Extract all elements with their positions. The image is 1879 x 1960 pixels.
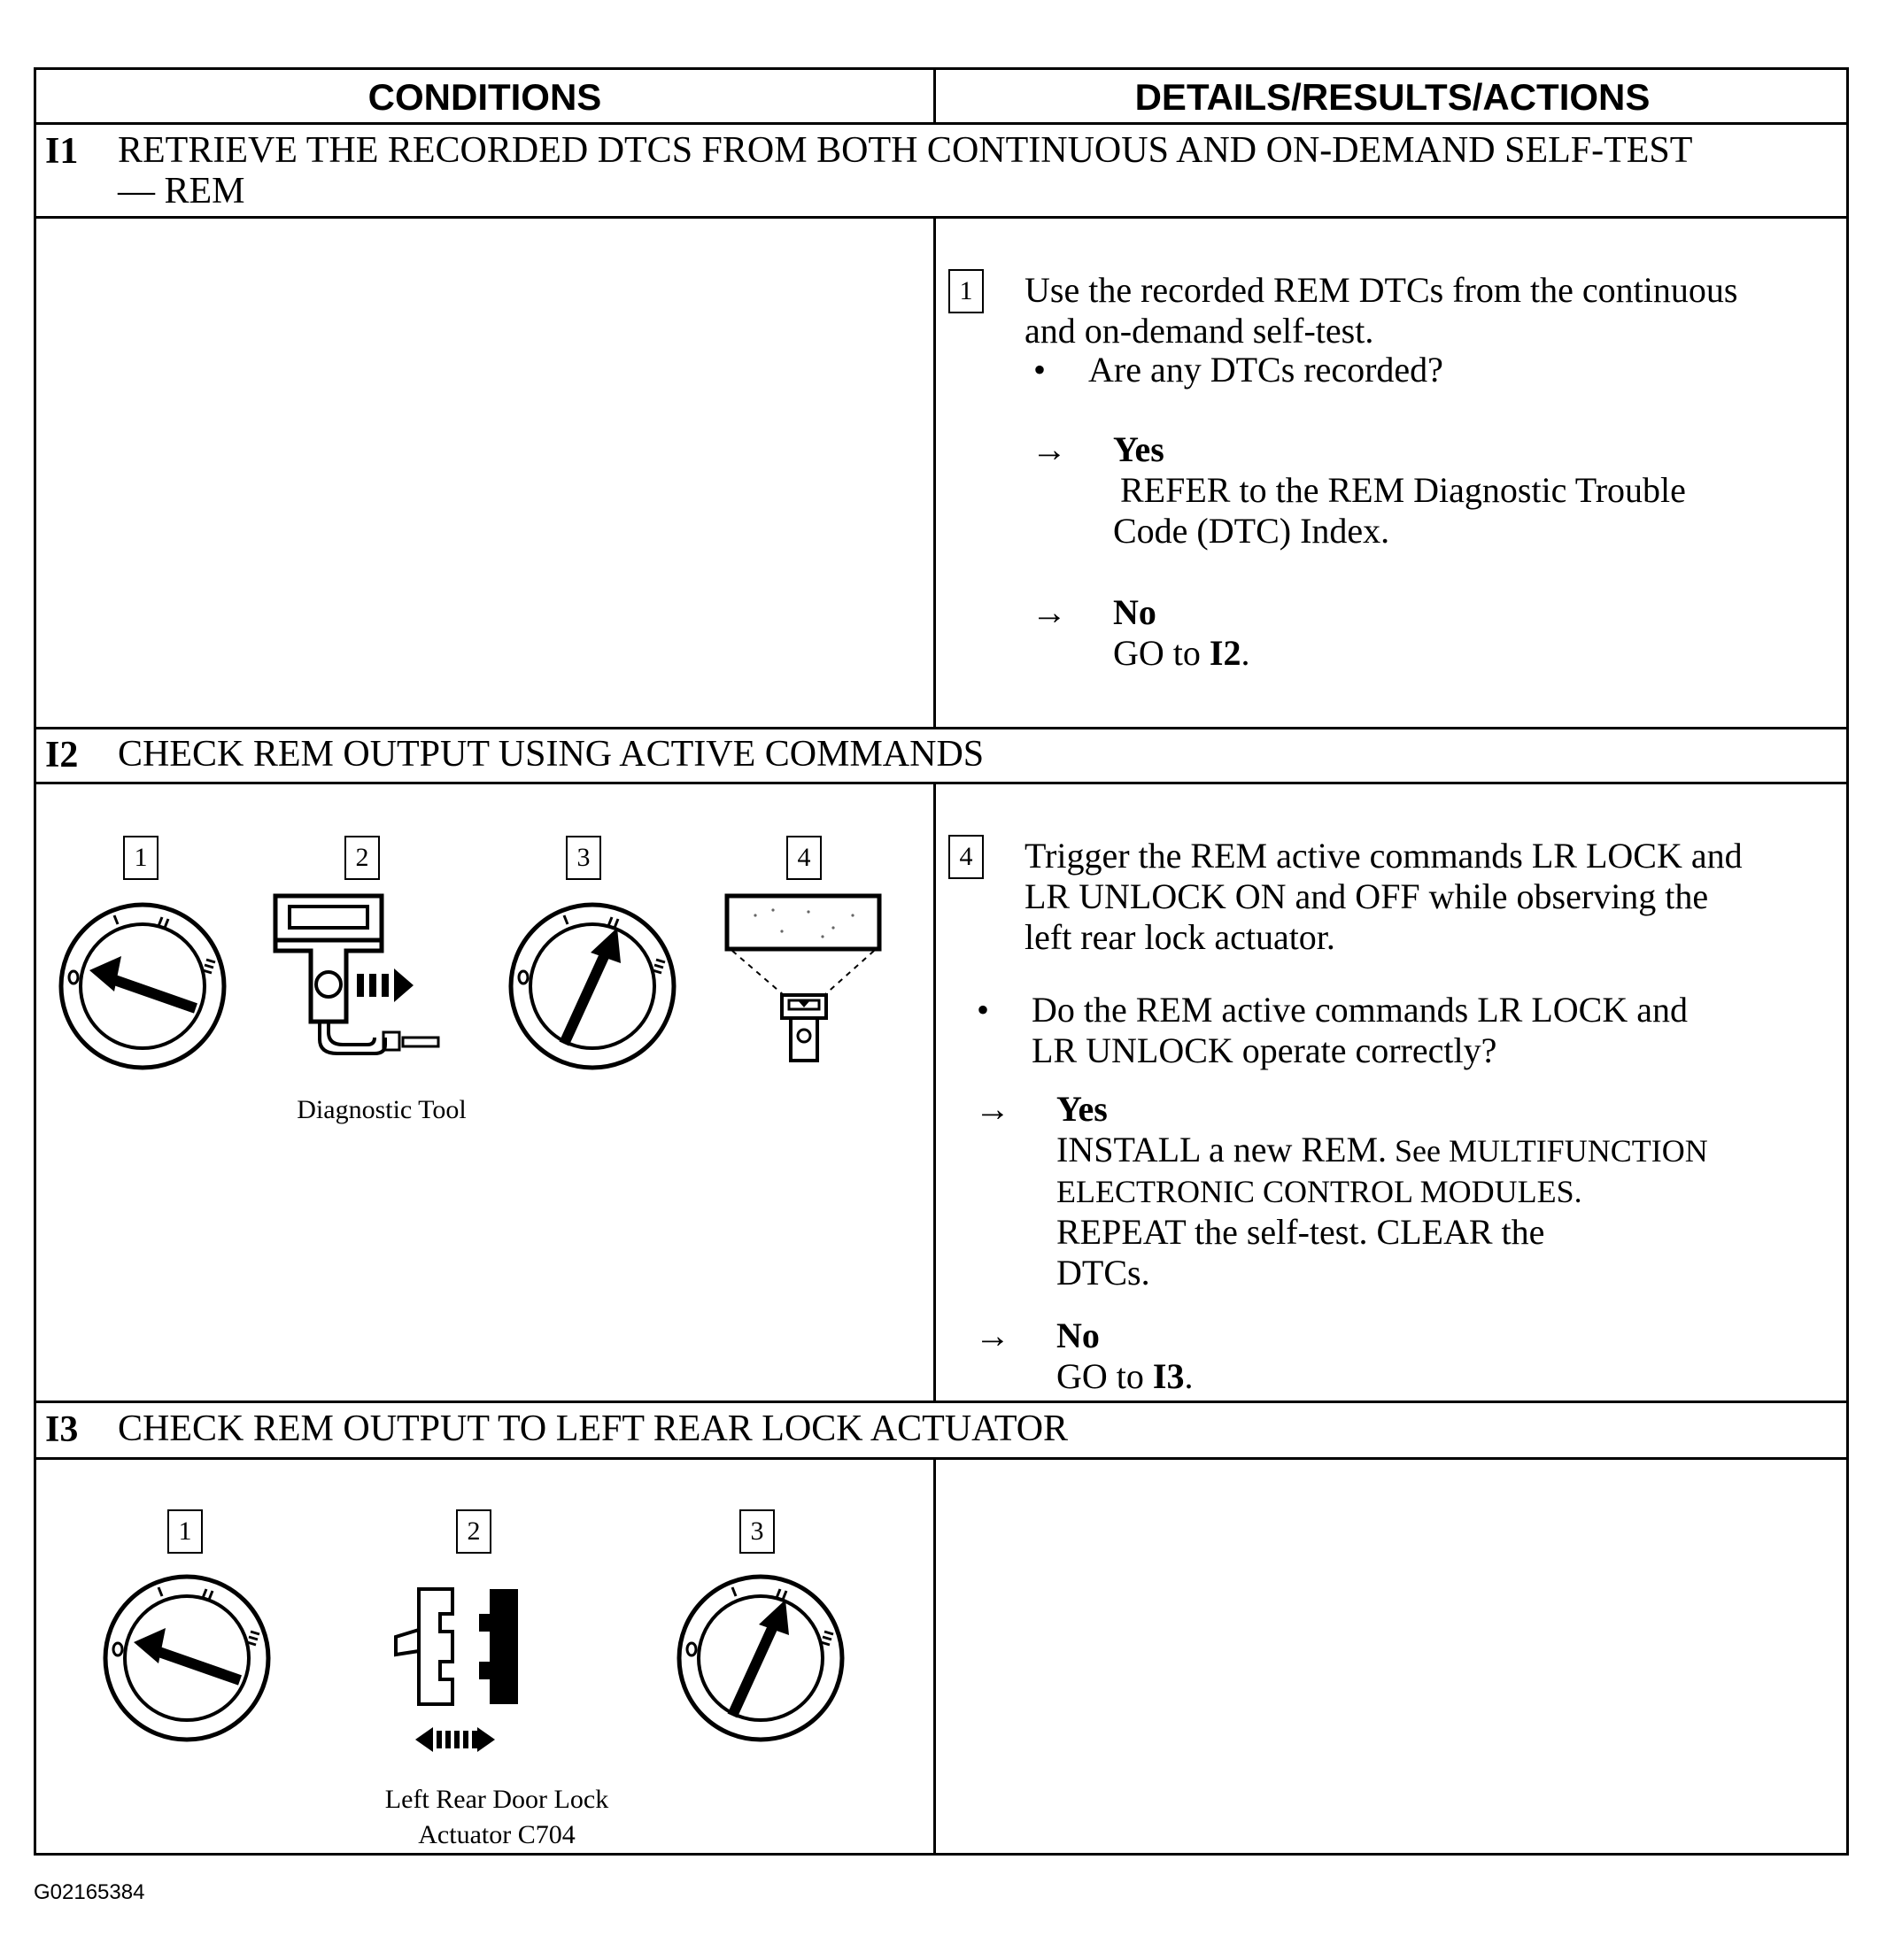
step-i2-conditions-cell (36, 784, 936, 1403)
step-i2-yes-line4: DTCs. (1056, 1253, 1150, 1293)
step-i3-title-line1: CHECK REM OUTPUT TO LEFT REAR LOCK ACTUATOR (118, 1408, 1069, 1449)
diagnostic-table (34, 67, 1849, 1856)
step-i1-conditions-cell (36, 219, 936, 729)
step-i3-caption-line1: Left Rear Door Lock (384, 1785, 609, 1814)
step-i1-no-suffix: . (1241, 633, 1250, 673)
step-i3-figure-number-1: 1 (167, 1509, 203, 1554)
step-i2-actions-cell (936, 784, 1846, 1403)
step-i1-yes-line2: Code (DTC) Index. (1113, 511, 1390, 551)
scan-tool-display-icon (720, 889, 888, 1084)
step-i2-action-line1: Trigger the REM active commands LR LOCK and (1025, 836, 1743, 876)
ignition-run-icon (672, 1570, 849, 1747)
ignition-off-icon (54, 898, 231, 1075)
step-i3-figure-number-2: 2 (456, 1509, 491, 1554)
diagnostic-tool-icon (268, 889, 463, 1066)
step-i2-yes-line2: ELECTRONIC CONTROL MODULES. (1056, 1174, 1582, 1209)
step-i2-id: I2 (45, 735, 79, 776)
step-i2-yes-line1a: INSTALL a new REM. (1056, 1130, 1388, 1169)
step-i2-yes-line3: REPEAT the self-test. CLEAR the (1056, 1212, 1545, 1252)
step-i1-title (36, 125, 1846, 219)
step-i2-no-label: No (1056, 1316, 1100, 1355)
step-i2-no-suffix: . (1184, 1356, 1194, 1396)
step-i1-no-target: I2 (1209, 633, 1241, 673)
step-i2-no-arrow-icon: → (975, 1316, 1010, 1355)
step-i2-action-line3: left rear lock actuator. (1025, 917, 1335, 957)
step-i1-title-line2: — REM (118, 171, 245, 212)
step-i3-conditions-cell (36, 1460, 936, 1853)
step-i2-title-line1: CHECK REM OUTPUT USING ACTIVE COMMANDS (118, 734, 985, 775)
step-i3-id: I3 (45, 1409, 79, 1450)
step-i2-figure-number-4: 4 (786, 836, 822, 880)
step-i2-bullet: • (977, 990, 990, 1030)
step-i1-question: Are any DTCs recorded? (1088, 350, 1443, 390)
step-i3-actions-cell (936, 1460, 1846, 1853)
step-i2-figure-number-1: 1 (123, 836, 159, 880)
step-i1-title-line1: RETRIEVE THE RECORDED DTCS FROM BOTH CONTINUOUS AND ON-DEMAND SELF-TEST (118, 130, 1693, 171)
step-i2-question-line2: LR UNLOCK operate correctly? (1032, 1030, 1497, 1070)
step-i1-no-text (1113, 633, 1249, 674)
step-i2-yes-label: Yes (1056, 1089, 1108, 1129)
step-i2-yes-line1 (1056, 1130, 1708, 1171)
step-i2-no-prefix: GO to (1056, 1356, 1153, 1396)
step-i2-no-text (1056, 1356, 1193, 1397)
step-i2-figure-number-2: 2 (344, 836, 380, 880)
step-i2-figure-number-3: 3 (566, 836, 601, 880)
step-i2-yes-line1b: See MULTIFUNCTION (1387, 1133, 1708, 1169)
step-i1-id: I1 (45, 131, 79, 172)
step-i3-title (36, 1403, 1846, 1460)
step-i2-figure-caption: Diagnostic Tool (297, 1095, 467, 1124)
step-i2-no-target: I3 (1152, 1356, 1185, 1396)
step-i1-actions-cell (936, 219, 1846, 729)
step-i3-caption-line2: Actuator C704 (418, 1820, 576, 1849)
step-i1-no-arrow-icon: → (1032, 592, 1067, 632)
step-i1-no-label: No (1113, 592, 1156, 632)
header-conditions: CONDITIONS (36, 70, 936, 125)
ignition-run-icon (504, 898, 681, 1075)
step-i2-title (36, 729, 1846, 784)
ignition-off-icon (98, 1570, 275, 1747)
step-i1-action-number: 1 (948, 269, 984, 313)
figure-id: G02165384 (34, 1880, 145, 1904)
step-i2-question-line1: Do the REM active commands LR LOCK and (1032, 990, 1688, 1030)
step-i1-yes-line1: REFER to the REM Diagnostic Trouble (1120, 470, 1686, 510)
step-i2-action-number: 4 (948, 835, 984, 879)
step-i1-bullet: • (1033, 350, 1047, 390)
connector-disconnect-icon (376, 1580, 571, 1757)
step-i1-action-line1: Use the recorded REM DTCs from the continuous (1025, 270, 1738, 310)
step-i1-yes-label: Yes (1113, 429, 1164, 469)
step-i2-action-line2: LR UNLOCK ON and OFF while observing the (1025, 876, 1709, 916)
step-i3-figure-number-3: 3 (739, 1509, 775, 1554)
step-i1-yes-arrow-icon: → (1032, 429, 1067, 469)
step-i1-action-line2: and on-demand self-test. (1025, 311, 1374, 351)
header-details: DETAILS/RESULTS/ACTIONS (936, 70, 1849, 125)
step-i1-no-prefix: GO to (1113, 633, 1210, 673)
step-i2-yes-arrow-icon: → (975, 1089, 1010, 1129)
